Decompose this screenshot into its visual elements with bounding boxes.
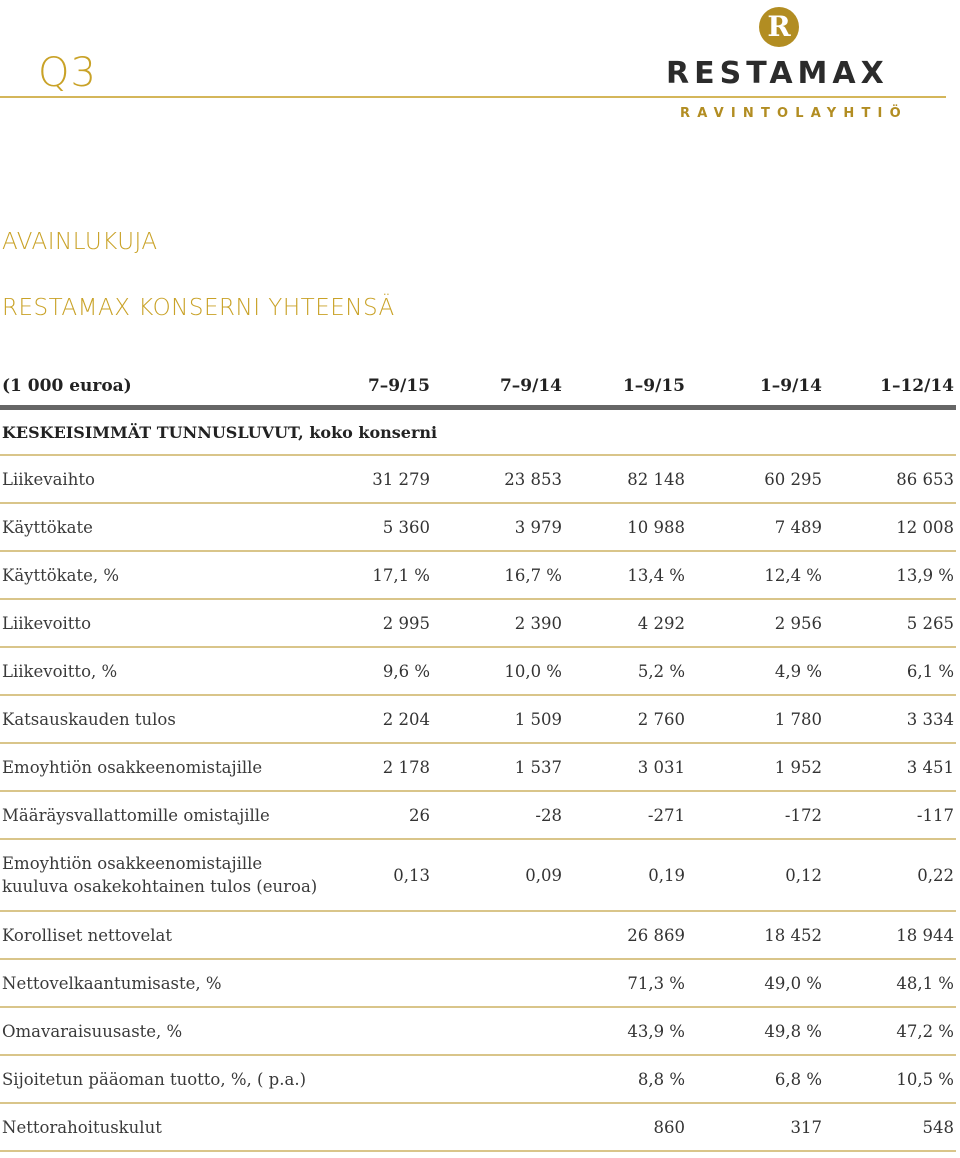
- table-cell: 26 869: [564, 911, 687, 959]
- table-cell: [330, 911, 432, 959]
- table-cell: 13,4 %: [564, 551, 687, 599]
- table-cell: 13,9 %: [824, 551, 956, 599]
- page-title: AVAINLUKUJA: [2, 229, 158, 255]
- table-cell: -271: [564, 791, 687, 839]
- table-cell: 1 780: [687, 695, 824, 743]
- table-row: [0, 959, 956, 1007]
- page-header: [0, 0, 960, 121]
- table-cell: 0,22: [824, 839, 956, 911]
- table-cell: 48,1 %: [824, 959, 956, 1007]
- page-subtitle: RESTAMAX KONSERNI YHTEENSÄ: [2, 295, 395, 321]
- table-cell: 9,6 %: [330, 647, 432, 695]
- table-cell: 47,2 %: [824, 1007, 956, 1055]
- table-cell: 4,9 %: [687, 647, 824, 695]
- table-cell: 16,7 %: [432, 551, 564, 599]
- row-label-line: Omavaraisuusaste, %: [2, 1021, 183, 1041]
- table-row: [0, 455, 956, 503]
- row-label: [0, 695, 330, 743]
- table-cell: 60 295: [687, 455, 824, 503]
- row-label-line: Liikevoitto, %: [2, 661, 118, 681]
- table-section-row: [0, 408, 956, 456]
- table-cell: 10,5 %: [824, 1055, 956, 1103]
- table-cell: [432, 911, 564, 959]
- table-header-row: [0, 367, 956, 408]
- table-cell: 82 148: [564, 455, 687, 503]
- column-header: 7–9/15: [330, 367, 432, 408]
- table-cell: 2 995: [330, 599, 432, 647]
- table-cell: [330, 1055, 432, 1103]
- row-label-line: Korolliset nettovelat: [2, 925, 172, 945]
- row-label: [0, 1103, 330, 1151]
- row-label-line: Käyttökate, %: [2, 565, 120, 585]
- table-row: [0, 791, 956, 839]
- table-row: [0, 1007, 956, 1055]
- table-cell: 0,19: [564, 839, 687, 911]
- row-label-line: Sijoitetun pääoman tuotto, %, ( p.a.): [2, 1069, 307, 1089]
- table-cell: 17,1 %: [330, 551, 432, 599]
- table-row: [0, 911, 956, 959]
- table-cell: [432, 1055, 564, 1103]
- row-label: [0, 791, 330, 839]
- row-label: [0, 599, 330, 647]
- table-cell: 43,9 %: [564, 1007, 687, 1055]
- table-row: [0, 743, 956, 791]
- table-cell: 10,0 %: [432, 647, 564, 695]
- table-cell: 2 178: [330, 743, 432, 791]
- row-label: [0, 647, 330, 695]
- row-label-line: Liikevoitto: [2, 613, 92, 633]
- table-cell: 2 956: [687, 599, 824, 647]
- table-cell: 6,8 %: [687, 1055, 824, 1103]
- row-label: [0, 455, 330, 503]
- column-header: 1–9/15: [564, 367, 687, 408]
- table-cell: 1 952: [687, 743, 824, 791]
- table-cell: 2 204: [330, 695, 432, 743]
- row-label: [0, 1007, 330, 1055]
- row-label: [0, 911, 330, 959]
- table-cell: 18 452: [687, 911, 824, 959]
- table-cell: 860: [564, 1103, 687, 1151]
- table-cell: 12 008: [824, 503, 956, 551]
- row-label: [0, 551, 330, 599]
- row-label: [0, 743, 330, 791]
- table-cell: 0,13: [330, 839, 432, 911]
- table-cell: [330, 1007, 432, 1055]
- column-header: 1–12/14: [824, 367, 956, 408]
- table-cell: 12,4 %: [687, 551, 824, 599]
- table-cell: 18 944: [824, 911, 956, 959]
- logo-r-icon: R: [759, 7, 799, 47]
- table-cell: 49,0 %: [687, 959, 824, 1007]
- table-row: [0, 839, 956, 911]
- table-cell: -172: [687, 791, 824, 839]
- table-cell: [432, 959, 564, 1007]
- quarter-label: Q3: [38, 50, 97, 96]
- table-cell: 5 360: [330, 503, 432, 551]
- row-label-line: Emoyhtiön osakkeenomistajille: [2, 854, 263, 873]
- row-label-line: Emoyhtiön osakkeenomistajille: [2, 757, 263, 777]
- table-cell: 3 334: [824, 695, 956, 743]
- table-cell: 71,3 %: [564, 959, 687, 1007]
- row-label: [0, 839, 330, 911]
- table-cell: [432, 1103, 564, 1151]
- row-label-line: kuuluva osakekohtainen tulos (euroa): [2, 877, 318, 896]
- column-header: 1–9/14: [687, 367, 824, 408]
- column-header: 7–9/14: [432, 367, 564, 408]
- table-row: [0, 551, 956, 599]
- table-cell: 49,8 %: [687, 1007, 824, 1055]
- table-cell: 4 292: [564, 599, 687, 647]
- table-cell: [432, 1007, 564, 1055]
- logo-tagline: RAVINTOLAYHTIÖ: [680, 106, 908, 121]
- table-cell: 7 489: [687, 503, 824, 551]
- table-cell: 5,2 %: [564, 647, 687, 695]
- row-label-line: Liikevaihto: [2, 469, 95, 489]
- table-cell: 23 853: [432, 455, 564, 503]
- row-label-line: Nettorahoituskulut: [2, 1117, 162, 1137]
- table-row: [0, 599, 956, 647]
- table-cell: 6,1 %: [824, 647, 956, 695]
- table-cell: 86 653: [824, 455, 956, 503]
- table-cell: 8,8 %: [564, 1055, 687, 1103]
- table-cell: 1 537: [432, 743, 564, 791]
- table-cell: 548: [824, 1103, 956, 1151]
- table-row: [0, 695, 956, 743]
- table-cell: 5 265: [824, 599, 956, 647]
- logo-wordmark: RESTAMAX: [666, 56, 889, 91]
- section-heading: KESKEISIMMÄT TUNNUSLUVUT, koko konserni: [0, 408, 956, 456]
- table-cell: 1 509: [432, 695, 564, 743]
- table-cell: -117: [824, 791, 956, 839]
- table-row: [0, 1103, 956, 1151]
- row-label: [0, 959, 330, 1007]
- row-label-line: Katsauskauden tulos: [2, 709, 176, 729]
- table-cell: 10 988: [564, 503, 687, 551]
- table-cell: 0,12: [687, 839, 824, 911]
- table-row: [0, 1055, 956, 1103]
- table-cell: 3 031: [564, 743, 687, 791]
- table-cell: 26: [330, 791, 432, 839]
- table-cell: [330, 959, 432, 1007]
- table-cell: 3 451: [824, 743, 956, 791]
- table-cell: 2 390: [432, 599, 564, 647]
- table-cell: 3 979: [432, 503, 564, 551]
- row-label: [0, 1055, 330, 1103]
- table-cell: 317: [687, 1103, 824, 1151]
- table-cell: -28: [432, 791, 564, 839]
- row-label: [0, 503, 330, 551]
- column-header: (1 000 euroa): [0, 367, 330, 408]
- row-label-line: Nettovelkaantumisaste, %: [2, 973, 222, 993]
- table-cell: [330, 1103, 432, 1151]
- table-row: [0, 647, 956, 695]
- row-label-line: Käyttökate: [2, 517, 93, 537]
- row-label-line: Määräysvallattomille omistajille: [2, 805, 270, 825]
- table-cell: 0,09: [432, 839, 564, 911]
- header-divider: [0, 96, 946, 98]
- key-figures-table: [0, 367, 956, 1152]
- table-cell: 31 279: [330, 455, 432, 503]
- table-cell: 2 760: [564, 695, 687, 743]
- table-row: [0, 503, 956, 551]
